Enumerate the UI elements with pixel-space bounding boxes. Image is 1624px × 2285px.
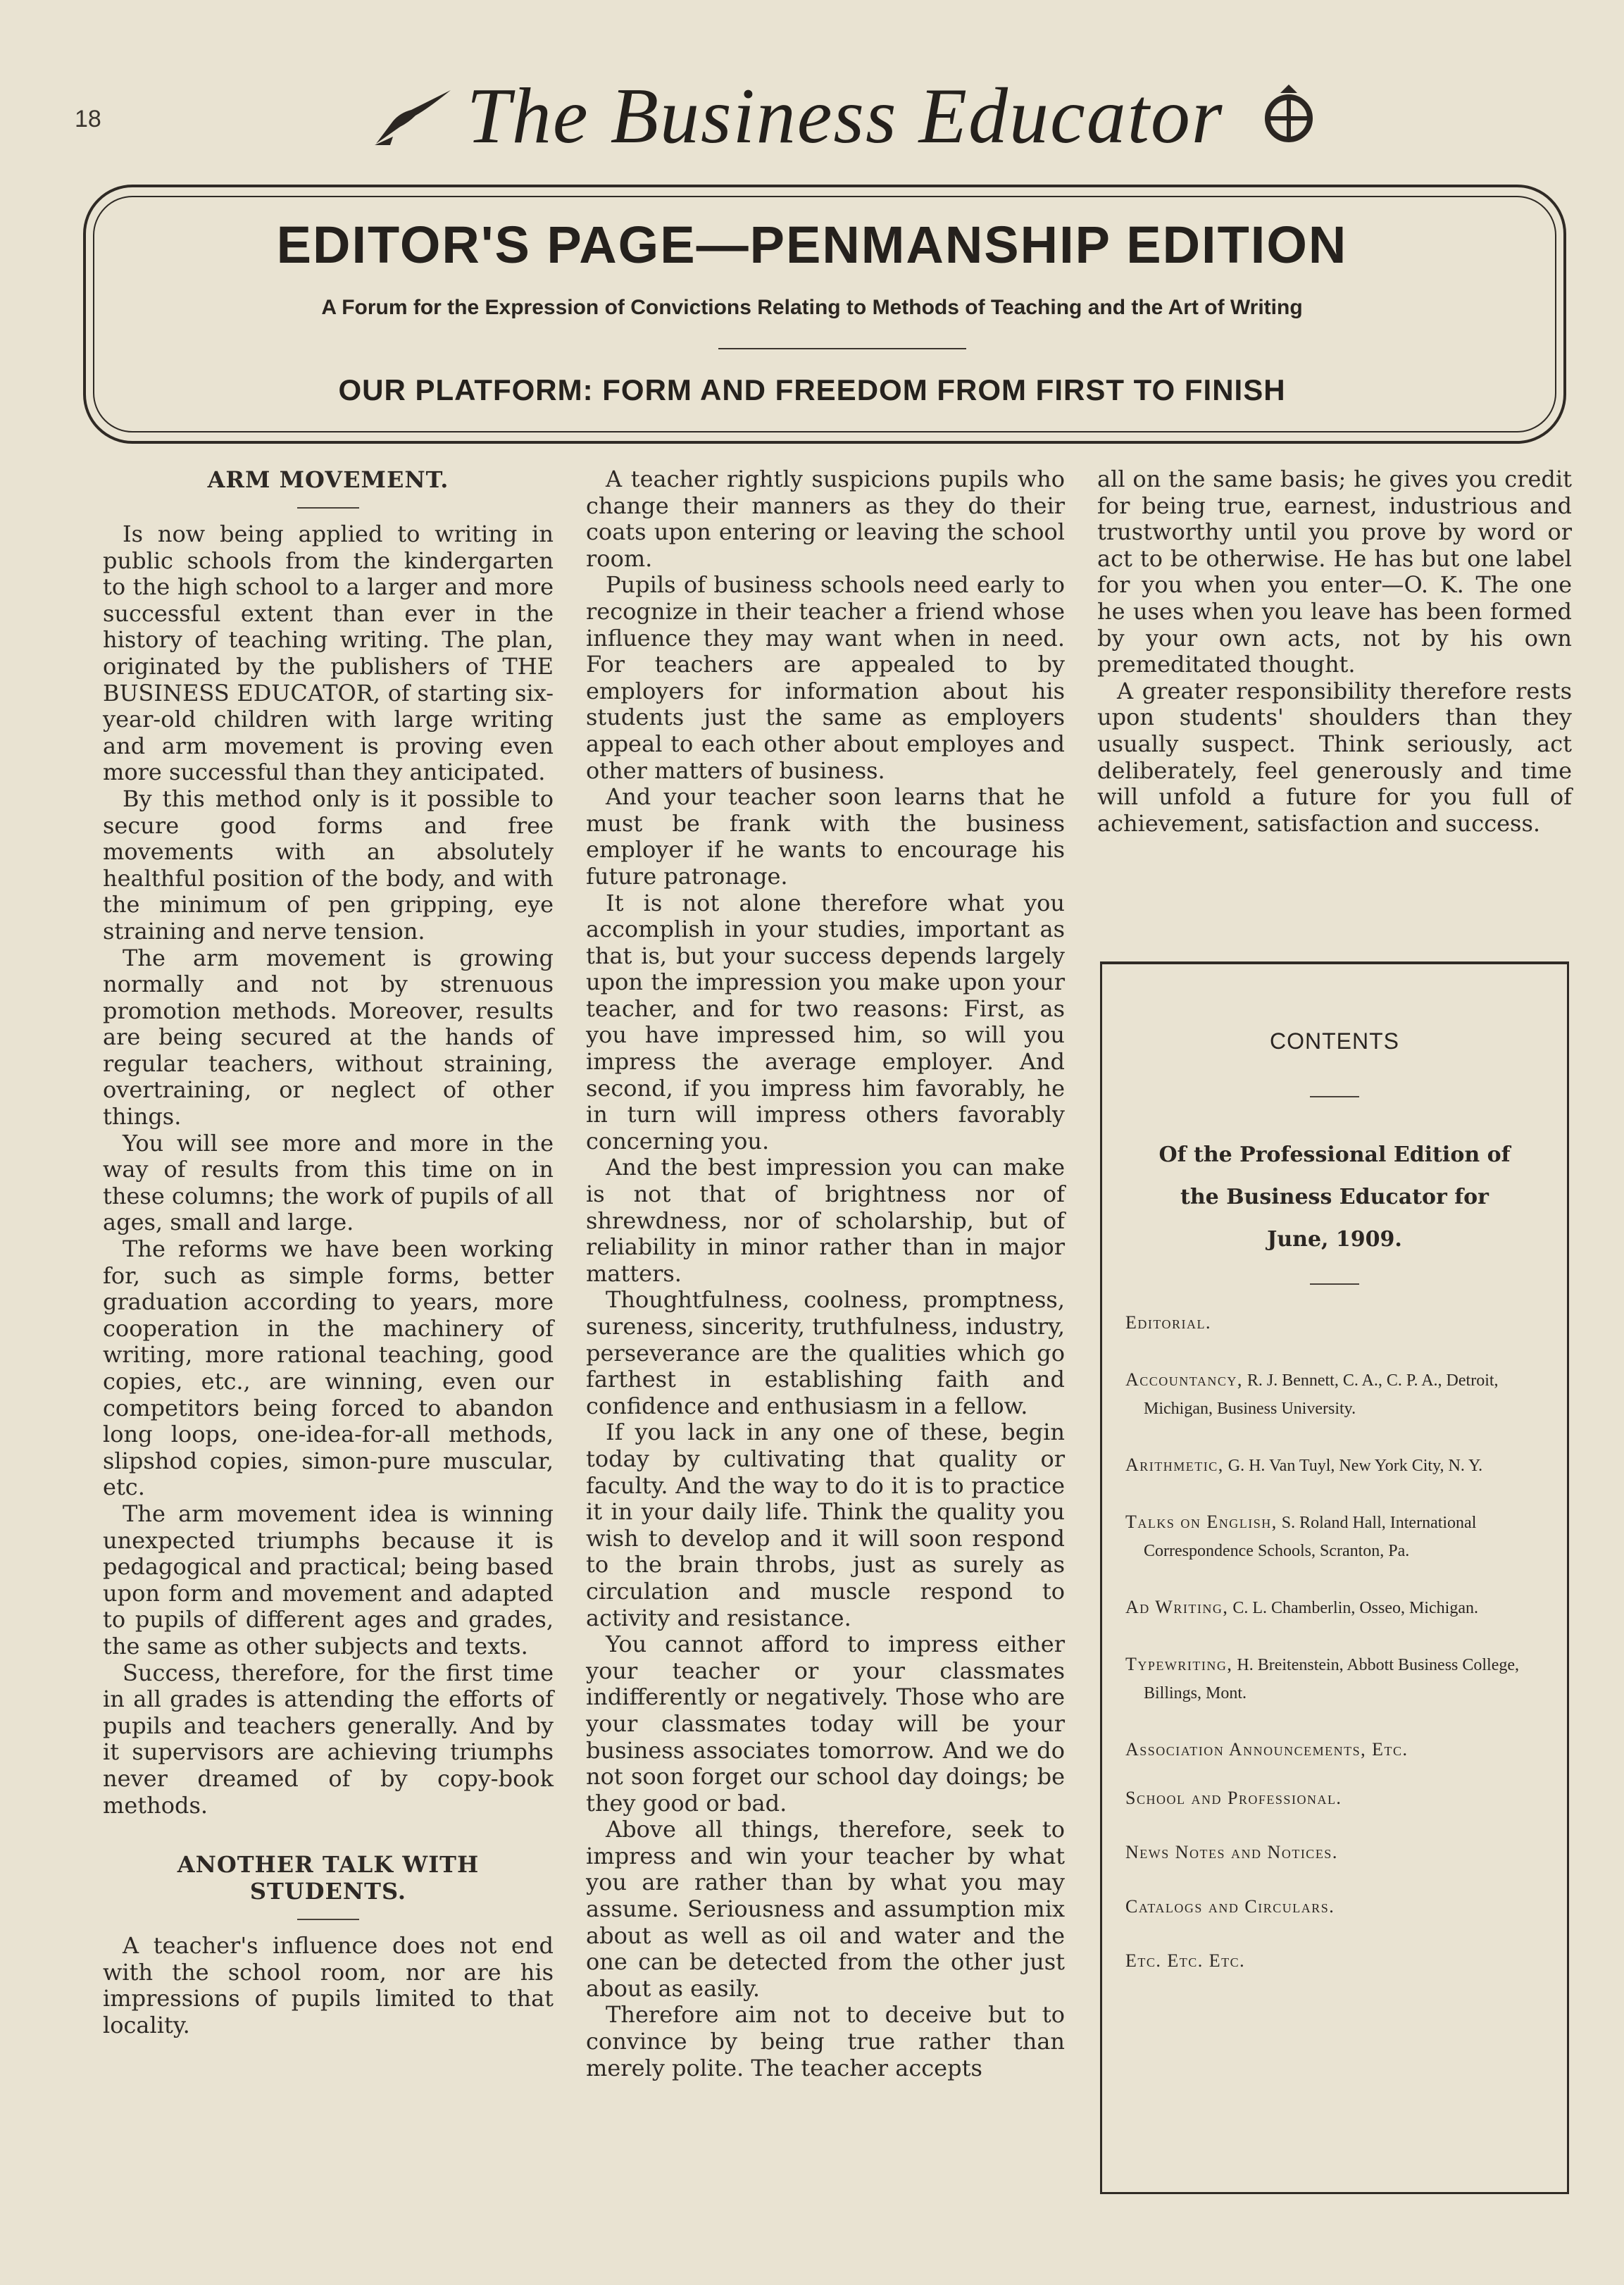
contents-item	[1125, 1366, 1548, 1423]
paragraph: And your teacher soon learns that he must be frank with the business employer if he wants to encourage his future patronage.	[586, 783, 1065, 890]
contents-item-title: News Notes and Notices.	[1125, 1842, 1338, 1862]
contents-item	[1125, 1309, 1548, 1338]
contents-item-title: Talks on English,	[1125, 1512, 1278, 1532]
contents-subtitle	[1100, 1134, 1569, 1261]
header-platform: OUR PLATFORM: FORM AND FREEDOM FROM FIRST TO FINISH	[338, 373, 1286, 406]
paragraph: Therefore aim not to deceive but to convince by being true rather than merely polite. The teacher accepts	[586, 2001, 1065, 2081]
paragraph: The arm movement is growing normally and not by strenuous promotion methods. Moreover, results are being secured at the hands of regular teachers, without straining, overtraining, or neglect of other things.	[103, 944, 554, 1131]
paragraph: The reforms we have been working for, such as simple forms, better graduation according to years, more cooperation in the machinery of writing, more rational teaching, good copies, etc., are winning, even our competitors being forced to abandon long loops, one-idea-for-all methods, slipshod copies, simon-pure muscular, etc.	[103, 1235, 554, 1501]
paragraph: You will see more and more in the way of results from this time on in these columns; the work of pupils of all ages, small and large.	[103, 1129, 554, 1236]
header-subtitle: A Forum for the Expression of Convictions Relating to Methods of Teaching and the Art of Writing	[321, 296, 1303, 319]
contents-item-detail: H. Breitenstein, Abbott Business College, Billings, Mont.	[1144, 1656, 1520, 1702]
column-2	[586, 466, 1065, 2081]
contents-item-title: School and Professional.	[1125, 1788, 1342, 1808]
contents-item-detail: G. H. Van Tuyl, New York City, N. Y.	[1228, 1457, 1483, 1475]
article-heading: ANOTHER TALK WITH STUDENTS.	[177, 1851, 480, 1905]
ornament-icon	[1261, 83, 1317, 147]
contents-rule	[1310, 1283, 1359, 1285]
heading-rule	[297, 507, 359, 509]
paragraph: Above all things, therefore, seek to impress and win your teacher by what you are rather than by what you may assume. Seriousness and assumption mix about as well as oil and water and the one can be detected from the other just about as easily.	[586, 1816, 1065, 2002]
contents-subtitle-line: June, 1909.	[1267, 1227, 1402, 1252]
contents-item	[1125, 1784, 1548, 1813]
contents-item	[1125, 1508, 1548, 1565]
contents-item	[1125, 1947, 1548, 1976]
contents-item-title: Editorial.	[1125, 1312, 1212, 1333]
contents-item	[1125, 1451, 1548, 1480]
contents-item-title: Arithmetic,	[1125, 1455, 1224, 1475]
paragraph: The arm movement idea is winning unexpected triumphs because it is pedagogical and practical; being based upon form and movement and adapted to pupils of different ages and grades, the same as other subjects and texts.	[103, 1500, 554, 1660]
contents-item	[1125, 1593, 1548, 1622]
paragraph: A teacher's influence does not end with the school room, nor are his impressions of pupils limited to that locality.	[103, 1932, 554, 2038]
contents-subtitle-line: the Business Educator for	[1180, 1185, 1489, 1209]
contents-item-detail: R. J. Bennett, C. A., C. P. A., Detroit, Michigan, Business University.	[1144, 1371, 1499, 1418]
paragraph: It is not alone therefore what you accomplish in your studies, important as that is, but your success depends largely upon the impression you make upon your teacher, and for two reasons: First, as you have impressed him, so will you impress the average employer. And second, if you impress him favorably, he in turn will impress others favorably concerning you.	[586, 889, 1065, 1154]
paragraph: all on the same basis; he gives you credit for being true, earnest, industrious and trustworthy until you prove by word or act to be otherwise. He has but one label for you when you enter—O. K. The one he uses when you leave has been formed by your own acts, not by his own premeditated thought.	[1097, 466, 1572, 678]
header-divider	[718, 348, 966, 349]
contents-item-detail: C. L. Chamberlin, Osseo, Michigan.	[1232, 1599, 1478, 1617]
paragraph: And the best impression you can make is not that of brightness nor of shrewdness, nor of scholarship, but of reliability in minor rather than in major matters.	[586, 1154, 1065, 1287]
article-heading: ARM MOVEMENT.	[207, 466, 449, 493]
heading-rule	[297, 1919, 359, 1920]
contents-subtitle-line: Of the Professional Edition of	[1158, 1142, 1511, 1167]
contents-rule	[1310, 1096, 1359, 1097]
contents-item-title: Accountancy,	[1125, 1369, 1243, 1390]
contents-item-title: Association Announcements, Etc.	[1125, 1739, 1408, 1760]
paragraph: If you lack in any one of these, begin today by cultivating that quality or faculty. And the way to do it is to practice it in your daily life. Think the quality you wish to develop and it will soon respond to the brain throbs, just as surely as circulation and muscle respond to activity and resistance.	[586, 1419, 1065, 1631]
masthead	[366, 72, 1324, 160]
paragraph: Pupils of business schools need early to recognize in their teacher a friend whose influence they may want when in need. For teachers are appealed to by employers for information about his students just the same as employers appeal to each other about employes and other matters of business.	[586, 571, 1065, 784]
paragraph: By this method only is it possible to secure good forms and free movements with an absolutely healthful position of the body, and with the minimum of pen gripping, eye straining and nerve tension.	[103, 785, 554, 945]
contents-item	[1125, 1650, 1548, 1707]
contents-list	[1125, 1309, 1548, 2004]
header-title: EDITOR'S PAGE—PENMANSHIP EDITION	[276, 216, 1348, 274]
masthead-title: The Business Educator	[466, 72, 1224, 160]
column-1	[103, 466, 554, 2038]
contents-item-title: Catalogs and Circulars.	[1125, 1896, 1335, 1917]
paragraph: Is now being applied to writing in public schools from the kindergarten to the high school to a larger and more successful extent than ever in the history of teaching writing. The plan, originated by the publishers of THE BUSINESS EDUCATOR, of starting six-year-old children with large writing and arm movement is proving even more successful than they anticipated.	[103, 521, 554, 786]
contents-item	[1125, 1736, 1548, 1764]
contents-item	[1125, 1893, 1548, 1922]
paragraph: You cannot afford to impress either your teacher or your classmates indifferently or negatively. Those who are your classmates today will be your business associates tomorrow. And we do not soon forget our school day doings; be they good or bad.	[586, 1631, 1065, 1817]
contents-item-title: Ad Writing,	[1125, 1597, 1229, 1617]
column-3	[1097, 466, 1572, 837]
paragraph: Success, therefore, for the first time in all grades is attending the efforts of pupils and teachers generally. And by it supervisors are achieving triumphs never dreamed of by copy-book methods.	[103, 1659, 554, 1819]
contents-item	[1125, 1838, 1548, 1867]
paragraph: Thoughtfulness, coolness, promptness, sureness, sincerity, truthfulness, industry, perseverance are the qualities which go farthest in establishing faith and confidence and enthusiasm in a fellow.	[586, 1286, 1065, 1419]
contents-item-detail: S. Roland Hall, International Correspondence Schools, Scranton, Pa.	[1144, 1514, 1477, 1560]
contents-item-title: Typewriting,	[1125, 1654, 1233, 1674]
paragraph: A teacher rightly suspicions pupils who change their manners as they do their coats upon entering or leaving the school room.	[586, 466, 1065, 572]
paragraph: A greater responsibility therefore rests upon students' shoulders than they usually suspect. Think seriously, act deliberately, feel generously and time will unfold a future for you full of achievement, satisfaction and success.	[1097, 677, 1572, 837]
contents-heading: CONTENTS	[1270, 1028, 1399, 1054]
contents-item-title: Etc. Etc. Etc.	[1125, 1950, 1246, 1971]
page-number: 18	[75, 106, 101, 132]
